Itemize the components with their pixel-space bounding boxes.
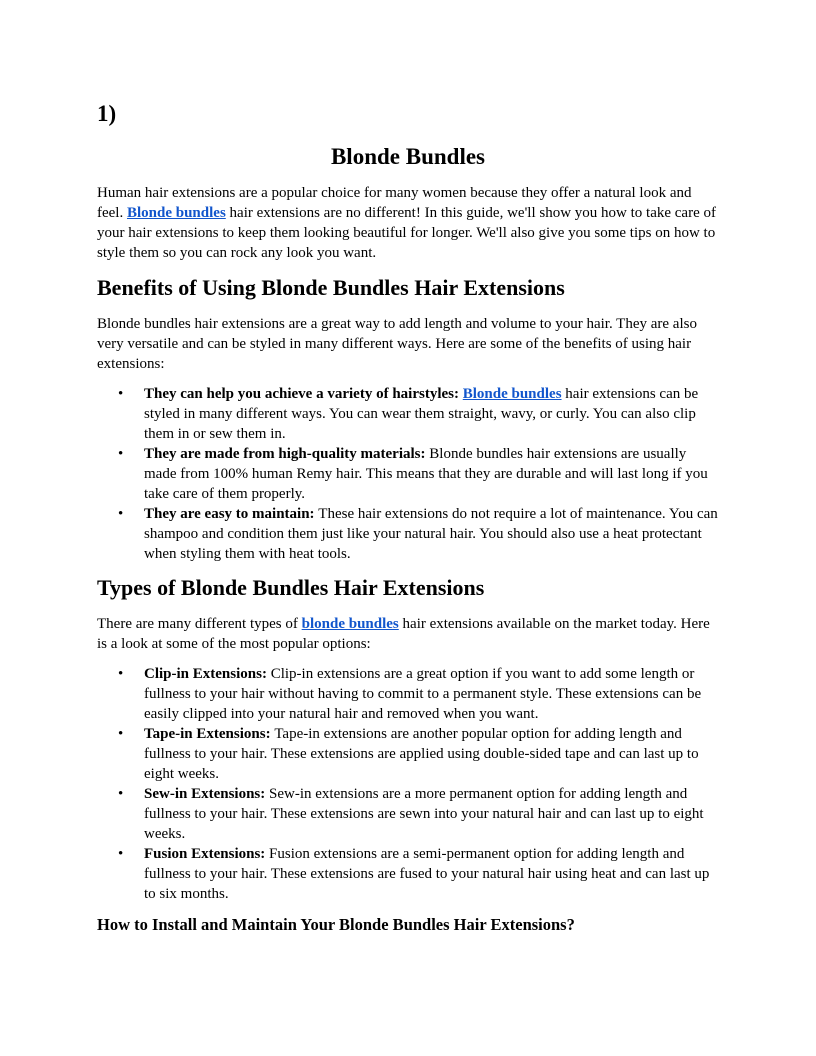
benefits-list	[97, 384, 719, 564]
intro-text-after: hair extensions are no different! In this guide, we'll show you how to take care of your hair extensions to keep them looking beautiful for longer. We'll also give you some tips on how to style them so you can rock any look you want.	[97, 205, 716, 261]
list-item-text: hair extensions can be styled in many different ways. You can wear them straight, wavy, or curly. You can also clip them in or sew them in.	[144, 386, 699, 442]
intro-text-before: Human hair extensions are a popular choice for many women because they offer a natural look and feel.	[97, 185, 692, 221]
list-item-text: Fusion extensions are a semi-permanent option for adding length and fullness to your hair. These extensions are fused to your natural hair using heat and can last up to six months.	[144, 846, 710, 902]
list-item-text: These hair extensions do not require a lot of maintenance. You can shampoo and condition them just like your natural hair. You should also use a heat protectant when styling them with heat tools.	[144, 506, 718, 562]
list-item-label: They are easy to maintain:	[144, 506, 319, 522]
list-item	[97, 444, 719, 504]
benefits-heading: Benefits of Using Blonde Bundles Hair Extensions	[97, 275, 565, 300]
list-item	[97, 844, 719, 904]
list-item-label: Tape-in Extensions:	[144, 726, 275, 742]
list-item	[97, 724, 719, 784]
types-text-before: There are many different types of	[97, 616, 302, 632]
blonde-bundles-link[interactable]: Blonde bundles	[462, 386, 562, 402]
list-item-text: Blonde bundles hair extensions are usually made from 100% human Remy hair. This means that they are durable and will last long if you take care of them properly.	[144, 446, 708, 502]
list-item-text: Clip-in extensions are a great option if you want to add some length or fullness to your hair without having to commit to a permanent style. These extensions can be easily clipped into your natural hair and removed when you want.	[144, 666, 702, 722]
types-paragraph	[97, 614, 719, 654]
list-item-text: Sew-in extensions are a more permanent option for adding length and fullness to your hair. These extensions are sewn into your natural hair and can last up to eight weeks.	[144, 786, 704, 842]
list-item	[97, 504, 719, 564]
section-number: 1)	[97, 101, 117, 126]
list-item	[97, 384, 719, 444]
types-text-after: hair extensions available on the market today. Here is a look at some of the most popular options:	[97, 616, 710, 652]
list-item-label: Fusion Extensions:	[144, 846, 270, 862]
benefits-paragraph: Blonde bundles hair extensions are a great way to add length and volume to your hair. They are also very versatile and can be styled in many different ways. Here are some of the benefits of using hair extensions:	[97, 316, 697, 372]
list-item-label: They can help you achieve a variety of hairstyles:	[144, 386, 463, 402]
page-title: Blonde Bundles	[330, 144, 486, 169]
list-item-text: Tape-in extensions are another popular option for adding length and fullness to your hair. These extensions are applied using double-sided tape and can last up to eight weeks.	[144, 726, 699, 782]
blonde-bundles-link[interactable]: blonde bundles	[301, 616, 399, 632]
intro-paragraph	[97, 183, 719, 263]
list-item-label: Clip-in Extensions:	[144, 666, 271, 682]
list-item	[97, 664, 719, 724]
list-item-label: Sew-in Extensions:	[144, 786, 270, 802]
install-heading: How to Install and Maintain Your Blonde Bundles Hair Extensions?	[97, 915, 575, 934]
types-list	[97, 664, 719, 904]
blonde-bundles-link[interactable]: Blonde bundles	[126, 205, 226, 221]
types-heading: Types of Blonde Bundles Hair Extensions	[97, 575, 485, 600]
list-item	[97, 784, 719, 844]
list-item-label: They are made from high-quality materials:	[144, 446, 430, 462]
